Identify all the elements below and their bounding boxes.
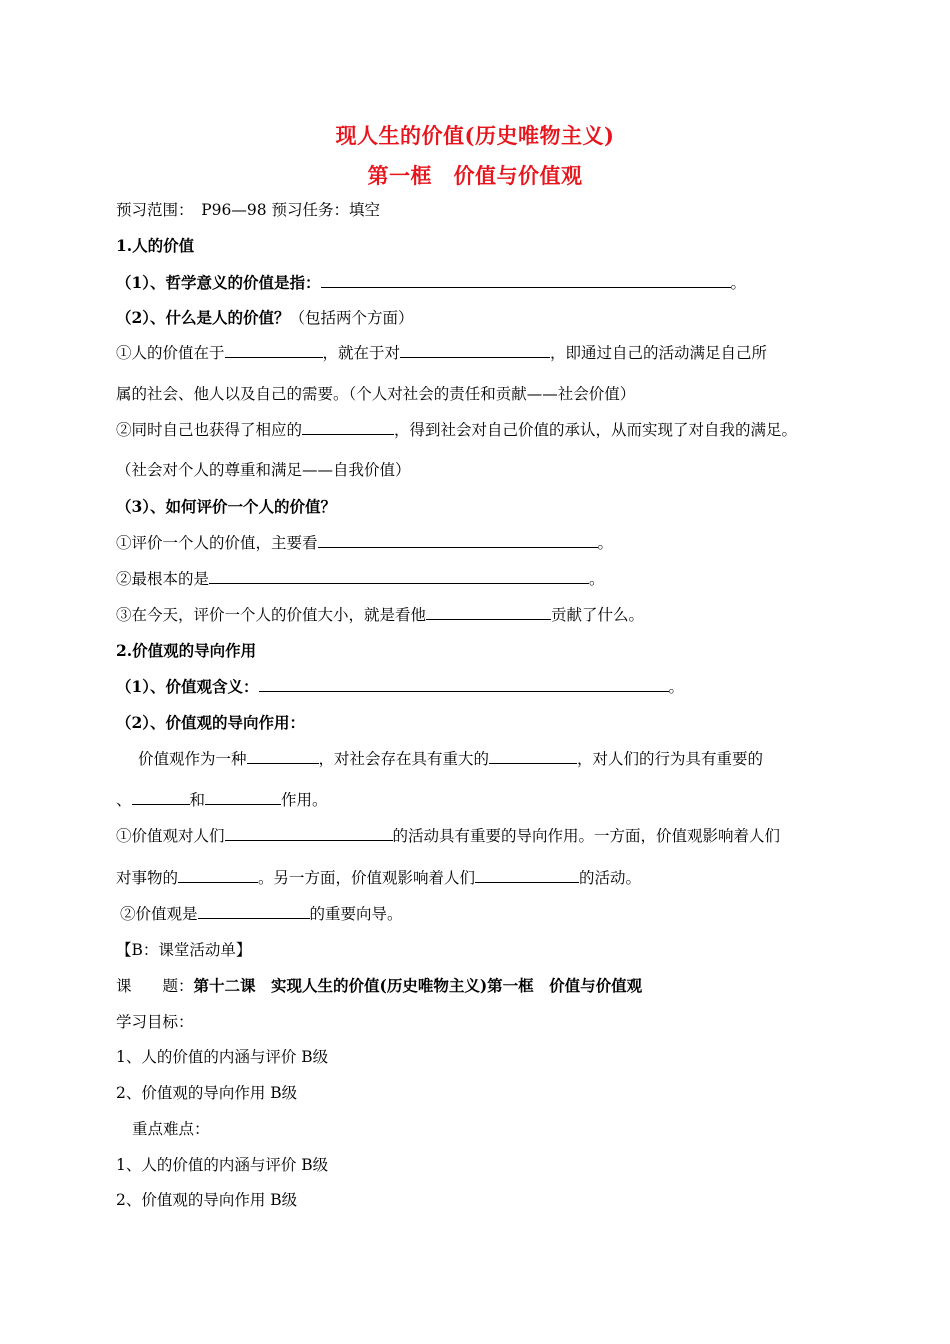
s1-eval2	[116, 569, 605, 589]
blank-field[interactable]	[302, 420, 394, 435]
text-span: 贡献了什么。	[551, 606, 645, 624]
text-span: ②价值观是	[120, 905, 198, 923]
s2-q1	[116, 677, 684, 697]
blank-field[interactable]	[198, 904, 310, 919]
s1-eval1	[116, 533, 613, 553]
text-span: 的重要向导。	[309, 905, 403, 923]
lesson-line	[116, 976, 642, 996]
blank-field[interactable]	[475, 868, 579, 883]
s1-item2	[116, 420, 797, 440]
goals-label: 学习目标：	[116, 1013, 194, 1031]
title-line-2: 第一框 价值与价值观	[367, 163, 583, 188]
text-span: 的活动具有重要的导向作用。一方面，价值观影响着人们	[392, 827, 781, 845]
blank-field[interactable]	[259, 677, 669, 692]
s1-q1	[116, 273, 746, 293]
section1-heading: 1.人的价值	[116, 236, 195, 255]
s1-eval3	[116, 605, 644, 625]
text-span: 作用。	[281, 791, 328, 809]
text-span: 。	[589, 570, 605, 588]
text-span: ，对人们的行为具有重要的	[577, 750, 764, 768]
s2-q2: （2）、价值观的导向作用：	[116, 713, 306, 732]
text-span: 对事物的	[116, 869, 179, 887]
blank-field[interactable]	[178, 868, 258, 883]
keys-label: 重点难点：	[132, 1120, 210, 1138]
blank-field[interactable]	[225, 826, 393, 841]
s1-q2	[116, 308, 414, 328]
s1-q1-label: （1）、哲学意义的价值是指：	[116, 273, 321, 292]
text-span: ①人的价值在于	[116, 344, 225, 362]
text-span: 、	[116, 791, 132, 809]
preview-range: 预习范围： P96—98 预习任务：填空	[116, 201, 381, 219]
key-item: 1、人的价值的内涵与评价 B级	[116, 1156, 329, 1174]
s1-q3: （3）、如何评价一个人的价值？	[116, 497, 337, 516]
s2-p2	[116, 790, 328, 810]
text-span: ①价值观对人们	[116, 827, 225, 845]
title-line-1: 现人生的价值(历史唯物主义)	[335, 123, 615, 148]
s2-p1	[138, 749, 763, 769]
blank-field[interactable]	[321, 273, 731, 288]
blank-field[interactable]	[426, 605, 551, 620]
activity-heading: 【B：课堂活动单】	[116, 941, 252, 959]
text-span: 。	[668, 678, 685, 696]
s1-item1	[116, 343, 767, 363]
blank-field[interactable]	[400, 343, 550, 358]
text-span: 和	[189, 791, 206, 809]
text-span: 的活动。	[579, 869, 642, 887]
text-span: ，对社会存在具有重大的	[318, 750, 490, 768]
s2-p5	[120, 904, 403, 924]
text-span: 。	[597, 534, 614, 552]
section2-heading: 2.价值观的导向作用	[116, 641, 257, 660]
s2-q1-label: （1）、价值观含义：	[116, 677, 259, 696]
blank-field[interactable]	[489, 749, 577, 764]
s1-q2-note: （包括两个方面）	[289, 309, 414, 327]
text-span: ①评价一个人的价值，主要看	[116, 534, 318, 552]
blank-field[interactable]	[205, 790, 281, 805]
s1-item1-cont: 属的社会、他人以及自己的需要。（个人对社会的责任和贡献——社会价值）	[116, 385, 636, 403]
blank-field[interactable]	[225, 343, 323, 358]
goal-item: 1、人的价值的内涵与评价 B级	[116, 1048, 329, 1066]
blank-field[interactable]	[247, 749, 319, 764]
text-span: ②同时自己也获得了相应的	[116, 421, 303, 439]
text-span: ，即通过自己的活动满足自己所	[550, 344, 768, 362]
lesson-label: 课 题：	[116, 977, 194, 995]
text-span: ，就在于对	[322, 344, 401, 362]
s2-p3	[116, 826, 780, 846]
lesson-title: 第十二课 实现人生的价值(历史唯物主义)第一框 价值与价值观	[193, 976, 643, 995]
key-item: 2、价值观的导向作用 B级	[116, 1191, 298, 1209]
text-span: 。另一方面，价值观影响着人们	[258, 869, 476, 887]
blank-field[interactable]	[318, 533, 598, 548]
text-span: ，得到社会对自己价值的承认，从而实现了对自我的满足。	[394, 421, 798, 439]
text-span: ③在今天，评价一个人的价值大小，就是看他	[116, 606, 427, 624]
blank-field[interactable]	[209, 569, 589, 584]
s1-item2-note: （社会对个人的尊重和满足——自我价值）	[116, 461, 411, 479]
text-span: ②最根本的是	[116, 570, 210, 588]
blank-field[interactable]	[132, 790, 190, 805]
s1-q1-end: 。	[730, 274, 747, 292]
text-span: 价值观作为一种	[138, 750, 247, 768]
goal-item: 2、价值观的导向作用 B级	[116, 1084, 298, 1102]
s2-p4	[116, 868, 641, 888]
s1-q2-label: （2）、什么是人的价值？	[116, 308, 290, 327]
